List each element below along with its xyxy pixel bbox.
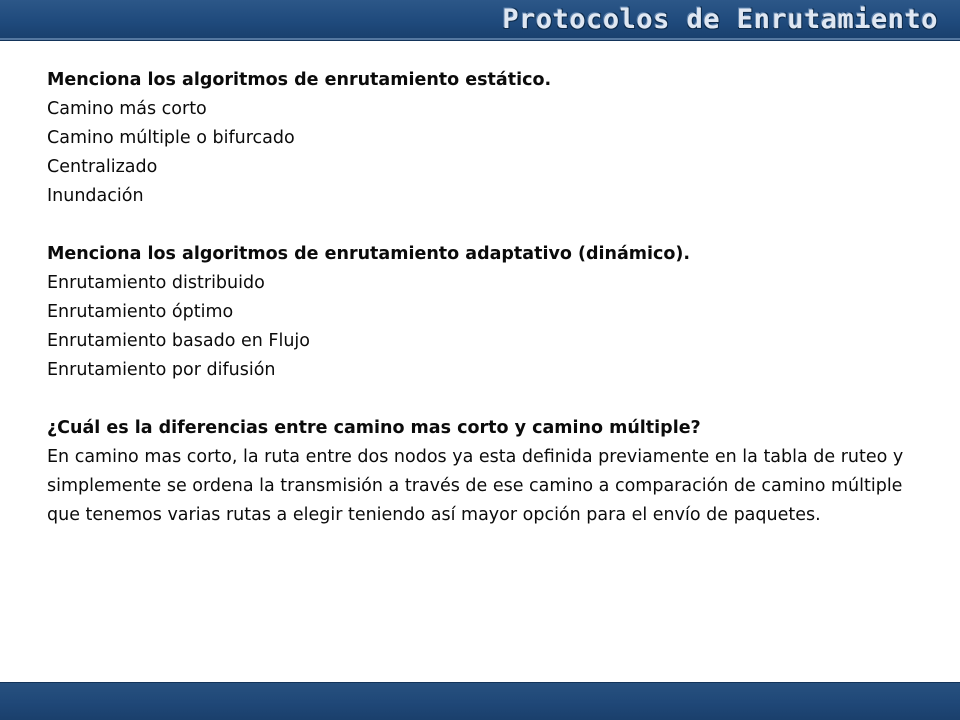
footer-bar [0, 682, 960, 720]
answer-item: Camino múltiple o bifurcado [47, 128, 295, 148]
answer-item: Enrutamiento basado en Flujo [47, 331, 310, 351]
question-differences: ¿Cuál es la diferencias entre camino mas corto y camino múltiple? [47, 418, 701, 438]
question-static-algorithms: Menciona los algoritmos de enrutamiento estático. [47, 70, 552, 90]
answer-item: Centralizado [47, 157, 158, 177]
slide-title: Protocolos de Enrutamiento [502, 4, 938, 35]
answer-item: Enrutamiento óptimo [47, 302, 234, 322]
answer-paragraph: En camino mas corto, la ruta entre dos nodos ya esta definida previamente en la tabla de ruteo y simplemente se ordena la transmisión a través de ese camino a comparación de camino múltiple que tenemos varias rutas a elegir teniendo así mayor opción para el envío de paquetes. [47, 447, 904, 525]
slide-body [47, 66, 927, 530]
question-adaptive-algorithms: Menciona los algoritmos de enrutamiento adaptativo (dinámico). [47, 244, 691, 264]
answer-item: Camino más corto [47, 99, 207, 119]
answer-item: Inundación [47, 186, 144, 206]
header-bar [0, 0, 960, 41]
spacer [47, 211, 927, 240]
spacer [47, 385, 927, 414]
answer-item: Enrutamiento por difusión [47, 360, 276, 380]
answer-item: Enrutamiento distribuido [47, 273, 265, 293]
